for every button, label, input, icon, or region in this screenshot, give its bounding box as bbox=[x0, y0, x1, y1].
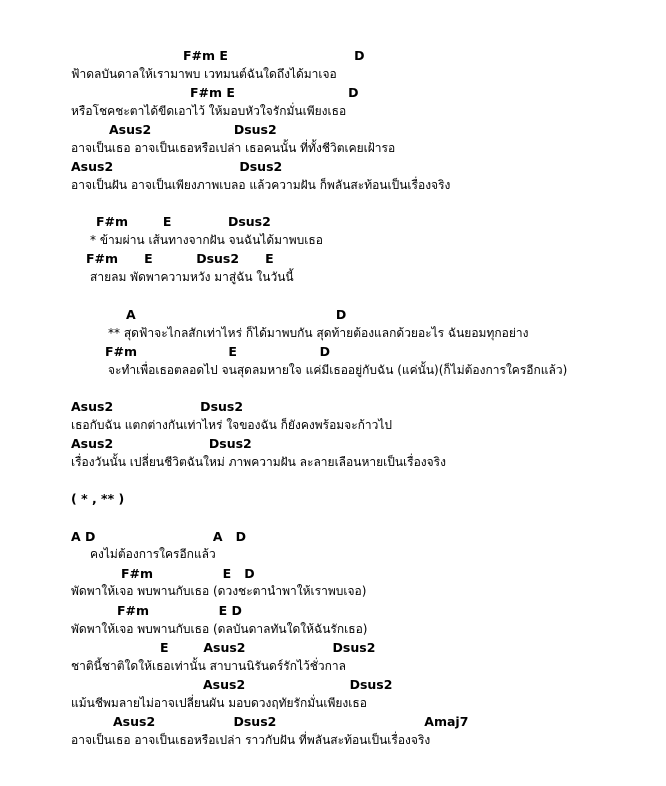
chord-line: F#m E D bbox=[117, 603, 242, 618]
lyric-line: อาจเป็นฝัน อาจเป็นเพียงภาพเบลอ แล้วความฝัน ก็พลันสะท้อนเป็นเรื่องจริง bbox=[71, 178, 451, 192]
lyric-line: คงไม่ต้องการใครอีกแล้ว bbox=[90, 547, 216, 561]
lyric-line: * ข้ามผ่าน เส้นทางจากฝัน จนฉันได้มาพบเธอ bbox=[90, 233, 323, 247]
chord-line: F#m E D bbox=[105, 344, 331, 359]
chord-line: Asus2 Dsus2 bbox=[71, 436, 252, 451]
lyric-line: จะทำเพื่อเธอตลอดไป จนสุดลมหายใจ แค่มีเธออยู่กับฉัน (แค่นั้น)(ก็ไม่ต้องการใครอีกแล้ว) bbox=[108, 363, 568, 377]
chord-line: F#m E D bbox=[183, 48, 365, 63]
chord-line: Asus2 Dsus2 Amaj7 bbox=[113, 714, 469, 729]
lyric-line: ชาตินี้ชาติใดให้เธอเท่านั้น สาบานนิรันดร์รักไว้ชั่วกาล bbox=[71, 659, 347, 673]
repeat-marker: ( * , ** ) bbox=[71, 491, 125, 506]
chord-line: F#m E D bbox=[121, 566, 255, 581]
lyric-line: แม้นชีพมลายไม่อาจเปลี่ยนผัน มอบดวงฤทัยรักมั่นเพียงเธอ bbox=[71, 696, 367, 710]
lyric-line: หรือโชคชะตาได้ขีดเอาไว้ ให้มอบหัวใจรักมั่นเพียงเธอ bbox=[71, 104, 347, 118]
lyric-line: อาจเป็นเธอ อาจเป็นเธอหรือเปล่า เธอคนนั้น ที่ทั้งชีวิตเคยเฝ้ารอ bbox=[71, 141, 396, 155]
lyric-line: อาจเป็นเธอ อาจเป็นเธอหรือเปล่า ราวกับฝัน ที่พลันสะท้อนเป็นเรื่องจริง bbox=[71, 733, 431, 747]
lyric-line: เธอกับฉัน แตกต่างกันเท่าไหร่ ใจของฉัน ก็ยังคงพร้อมจะก้าวไป bbox=[71, 418, 393, 432]
chord-line: F#m E Dsus2 E bbox=[86, 251, 274, 266]
chord-line: E Asus2 Dsus2 bbox=[160, 640, 376, 655]
lyric-line: พัดพาให้เจอ พบพานกับเธอ (ดวงชะตานำพาให้เราพบเจอ) bbox=[71, 584, 367, 598]
chord-line: A D A D bbox=[71, 529, 247, 544]
chord-line: Asus2 Dsus2 bbox=[203, 677, 393, 692]
lyric-line: เรื่องวันนั้น เปลี่ยนชีวิตฉันใหม่ ภาพความฝัน ละลายเลือนหายเป็นเรื่องจริง bbox=[71, 455, 446, 469]
chord-line: A D bbox=[126, 307, 347, 322]
chord-line: Asus2 Dsus2 bbox=[71, 159, 283, 174]
chord-line: F#m E D bbox=[190, 85, 359, 100]
lyric-line: สายลม พัดพาความหวัง มาสู่ฉัน ในวันนี้ bbox=[90, 270, 294, 284]
chord-line: Asus2 Dsus2 bbox=[71, 399, 244, 414]
chord-line: Asus2 Dsus2 bbox=[109, 122, 277, 137]
lyric-line: ** สุดฟ้าจะไกลสักเท่าไหร่ ก็ได้มาพบกัน สุดท้ายต้องแลกด้วยอะไร ฉันยอมทุกอย่าง bbox=[108, 326, 529, 340]
lyric-line: ฟ้าดลบันดาลให้เรามาพบ เวทมนต์ฉันใดถึงได้มาเจอ bbox=[71, 67, 337, 81]
lyric-line: พัดพาให้เจอ พบพานกับเธอ (ดลบันดาลทันใดให้ฉันรักเธอ) bbox=[71, 622, 368, 636]
chord-line: F#m E Dsus2 bbox=[96, 214, 271, 229]
